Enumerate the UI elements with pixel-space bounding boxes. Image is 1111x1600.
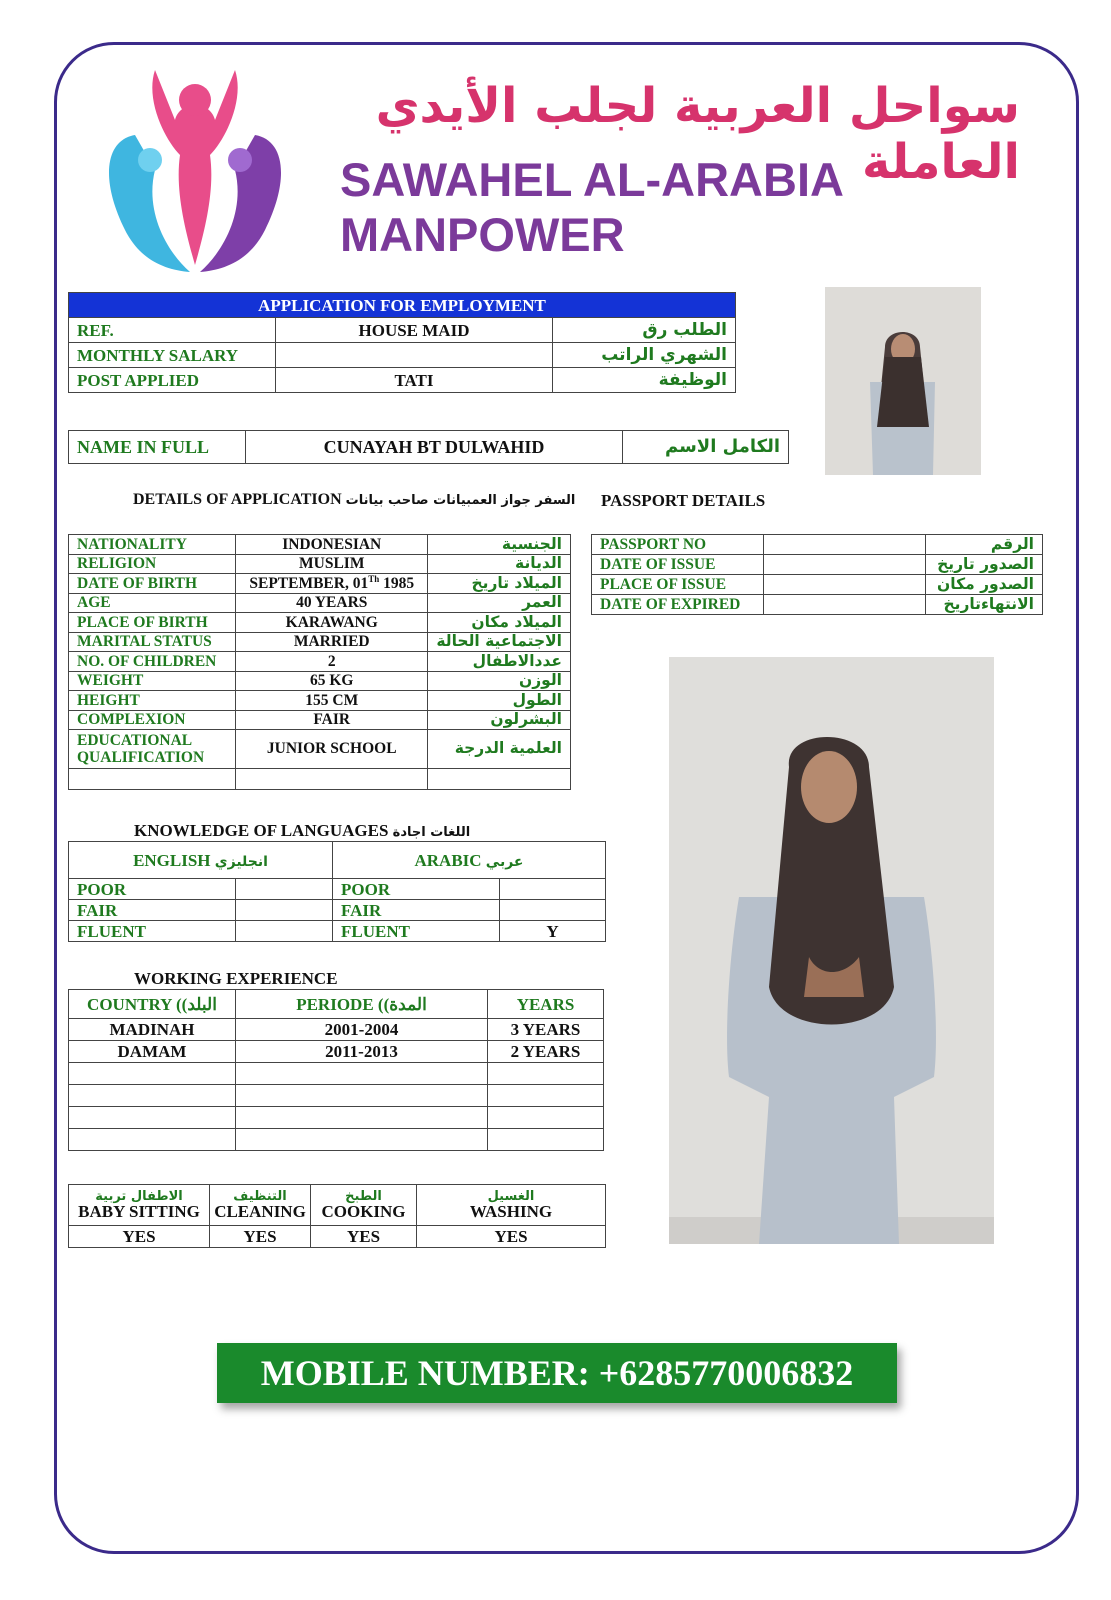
passport-heading: PASSPORT DETAILS	[601, 491, 766, 510]
table-row	[69, 632, 571, 652]
field-label-ar: الوزن	[428, 671, 571, 691]
level-label: POOR	[333, 879, 500, 900]
field-label: MONTHLY SALARY	[69, 343, 276, 368]
skill-header	[210, 1185, 311, 1226]
field-label: RELIGION	[69, 554, 236, 574]
table-row	[69, 574, 571, 594]
skill-label: BABY SITTING	[78, 1202, 200, 1221]
field-label: POST APPLIED	[69, 368, 276, 393]
table-row	[69, 1226, 606, 1248]
arabic-label-ar: عربي	[485, 853, 524, 870]
experience-table	[68, 989, 604, 1151]
skill-value: YES	[417, 1226, 606, 1248]
skill-label: CLEANING	[214, 1202, 306, 1221]
level-label: FLUENT	[333, 921, 500, 942]
skill-value: YES	[69, 1226, 210, 1248]
languages-table	[68, 841, 606, 942]
table-row	[69, 318, 736, 343]
cell: DAMAM	[69, 1041, 236, 1063]
passport-table	[591, 534, 1043, 615]
table-row	[592, 535, 1043, 555]
arabic-label: ARABIC	[414, 850, 482, 870]
english-label-ar: انجليزي	[214, 853, 268, 870]
field-value	[764, 535, 926, 555]
table-row	[69, 730, 571, 769]
name-table	[68, 430, 789, 464]
table-row	[69, 652, 571, 672]
table-row	[69, 535, 571, 555]
cell	[488, 1107, 604, 1129]
arabic-level: Y	[500, 921, 606, 942]
application-table	[68, 292, 736, 393]
field-value: JUNIOR SCHOOL	[236, 730, 428, 769]
field-value: 2	[236, 652, 428, 672]
languages-heading-en: KNOWLEDGE OF LANGUAGES	[134, 821, 389, 840]
skill-header	[69, 1185, 210, 1226]
field-value: FAIR	[236, 710, 428, 730]
table-row	[69, 769, 571, 790]
details-table	[68, 534, 571, 790]
skill-label: COOKING	[321, 1202, 406, 1221]
field-label-ar: الشهري الراتب	[553, 343, 736, 368]
field-label-ar: الصدور مكان	[926, 575, 1043, 595]
field-label: DATE OF EXPIRED	[592, 595, 764, 615]
table-row	[69, 554, 571, 574]
table-row	[69, 842, 606, 879]
cell	[236, 1129, 488, 1151]
field-label: NATIONALITY	[69, 535, 236, 555]
field-value: MARRIED	[236, 632, 428, 652]
details-heading-en: DETAILS OF APPLICATION	[133, 491, 342, 508]
field-label-ar: العمر	[428, 593, 571, 613]
field-value	[236, 574, 428, 594]
column-header: YEARS	[488, 990, 604, 1019]
field-label: PLACE OF ISSUE	[592, 575, 764, 595]
table-row	[69, 431, 789, 464]
table-row	[69, 1085, 604, 1107]
cell: 3 YEARS	[488, 1019, 604, 1041]
field-label: HEIGHT	[69, 691, 236, 711]
arabic-header	[333, 842, 606, 879]
field-label: PLACE OF BIRTH	[69, 613, 236, 633]
field-value	[276, 343, 553, 368]
details-heading	[133, 491, 575, 509]
company-logo	[95, 60, 295, 280]
table-row	[69, 1063, 604, 1085]
field-label-ar: الميلاد تاريخ	[428, 574, 571, 594]
field-label: DATE OF ISSUE	[592, 555, 764, 575]
field-label-ar: الكامل الاسم	[623, 431, 789, 464]
table-row	[592, 575, 1043, 595]
languages-heading	[134, 821, 470, 841]
dob-day: SEPTEMBER, 01	[249, 575, 369, 593]
field-label: AGE	[69, 593, 236, 613]
mobile-number-banner: MOBILE NUMBER: +6285770006832	[217, 1343, 897, 1403]
skill-header	[417, 1185, 606, 1226]
field-value: 40 YEARS	[236, 593, 428, 613]
skill-label-ar: الغسيل	[487, 1189, 535, 1204]
english-header	[69, 842, 333, 879]
arabic-level	[500, 879, 606, 900]
field-label-ar: الوظيفة	[553, 368, 736, 393]
field-label-ar: الميلاد مكان	[428, 613, 571, 633]
skill-value: YES	[311, 1226, 417, 1248]
table-row	[69, 1107, 604, 1129]
details-heading-ar: السفر جواز العمبيانات صاحب بيانات	[345, 493, 576, 508]
table-row	[69, 671, 571, 691]
field-label-ar: عددالاطفال	[428, 652, 571, 672]
table-row	[592, 555, 1043, 575]
cell: 2011-2013	[236, 1041, 488, 1063]
skill-label-ar: التنظيف	[233, 1189, 287, 1204]
field-label-ar: الطول	[428, 691, 571, 711]
cell: 2001-2004	[236, 1019, 488, 1041]
field-value: MUSLIM	[236, 554, 428, 574]
field-value: INDONESIAN	[236, 535, 428, 555]
column-header: PERIODE ((المدة	[236, 990, 488, 1019]
field-label-ar: الديانة	[428, 554, 571, 574]
cell	[69, 1063, 236, 1085]
skill-label-ar: الطبخ	[345, 1189, 382, 1204]
table-row	[69, 691, 571, 711]
table-row	[69, 613, 571, 633]
field-label: DATE OF BIRTH	[69, 574, 236, 594]
field-label-ar: الانتهاءتاريخ	[926, 595, 1043, 615]
cell: MADINAH	[69, 1019, 236, 1041]
cell	[488, 1129, 604, 1151]
table-row	[69, 1041, 604, 1063]
field-label-ar: الجنسية	[428, 535, 571, 555]
field-value: KARAWANG	[236, 613, 428, 633]
field-value: 65 KG	[236, 671, 428, 691]
applicant-photo-large	[669, 657, 994, 1244]
cell	[69, 1107, 236, 1129]
english-label: ENGLISH	[133, 850, 211, 870]
table-row	[69, 990, 604, 1019]
field-label: REF.	[69, 318, 276, 343]
english-level	[236, 921, 333, 942]
field-label: PASSPORT NO	[592, 535, 764, 555]
field-label: NO. OF CHILDREN	[69, 652, 236, 672]
level-label: FAIR	[69, 900, 236, 921]
english-level	[236, 879, 333, 900]
table-row	[69, 710, 571, 730]
application-heading: APPLICATION FOR EMPLOYMENT	[69, 293, 736, 318]
table-row	[69, 879, 606, 900]
field-label-ar: العلمية الدرجة	[428, 730, 571, 769]
company-name-english: SAWAHEL AL-ARABIA MANPOWER	[340, 153, 843, 261]
field-value	[764, 575, 926, 595]
field-label-ar: الاجتماعية الحالة	[428, 632, 571, 652]
skill-label: WASHING	[469, 1202, 553, 1221]
table-row	[69, 593, 571, 613]
cell	[488, 1085, 604, 1107]
field-label-ar: الصدور تاريخ	[926, 555, 1043, 575]
table-row	[69, 900, 606, 921]
cell	[236, 1085, 488, 1107]
cell	[69, 1085, 236, 1107]
arabic-level	[500, 900, 606, 921]
field-label: EDUCATIONAL QUALIFICATION	[69, 730, 236, 769]
table-row	[69, 368, 736, 393]
column-header: COUNTRY ((البلد	[69, 990, 236, 1019]
field-value: HOUSE MAID	[276, 318, 553, 343]
field-value: 155 CM	[236, 691, 428, 711]
table-row	[69, 921, 606, 942]
cell	[236, 1063, 488, 1085]
field-value	[764, 595, 926, 615]
full-name-value: CUNAYAH BT DULWAHID	[246, 431, 623, 464]
cell	[236, 1107, 488, 1129]
field-value: TATI	[276, 368, 553, 393]
field-label-ar: الطلب رق	[553, 318, 736, 343]
field-label-ar: الرقم	[926, 535, 1043, 555]
skill-header	[311, 1185, 417, 1226]
field-label: COMPLEXION	[69, 710, 236, 730]
table-row	[69, 343, 736, 368]
cell: 2 YEARS	[488, 1041, 604, 1063]
experience-heading: WORKING EXPERIENCE	[134, 969, 338, 988]
level-label: POOR	[69, 879, 236, 900]
person-silhouette-icon	[669, 657, 994, 1244]
table-row	[592, 595, 1043, 615]
field-label: NAME IN FULL	[69, 431, 246, 464]
dob-suffix: Th	[368, 573, 380, 584]
field-value	[764, 555, 926, 575]
level-label: FAIR	[333, 900, 500, 921]
skill-label-ar: الاطفال تربية	[95, 1189, 183, 1204]
skills-table	[68, 1184, 606, 1248]
cell	[69, 1129, 236, 1151]
applicant-photo-small	[825, 287, 981, 475]
company-name-arabic: سواحل العربية لجلب الأيدي العاملة	[375, 78, 1020, 190]
languages-heading-ar: اللغات اجادة	[392, 825, 471, 840]
field-label: MARITAL STATUS	[69, 632, 236, 652]
field-label-ar: البشرلون	[428, 710, 571, 730]
table-row	[69, 1129, 604, 1151]
dob-year: 1985	[379, 575, 415, 593]
cell	[488, 1063, 604, 1085]
skill-value: YES	[210, 1226, 311, 1248]
field-label: WEIGHT	[69, 671, 236, 691]
table-row	[69, 1185, 606, 1226]
table-row	[69, 1019, 604, 1041]
english-level	[236, 900, 333, 921]
person-silhouette-icon	[825, 287, 981, 475]
level-label: FLUENT	[69, 921, 236, 942]
